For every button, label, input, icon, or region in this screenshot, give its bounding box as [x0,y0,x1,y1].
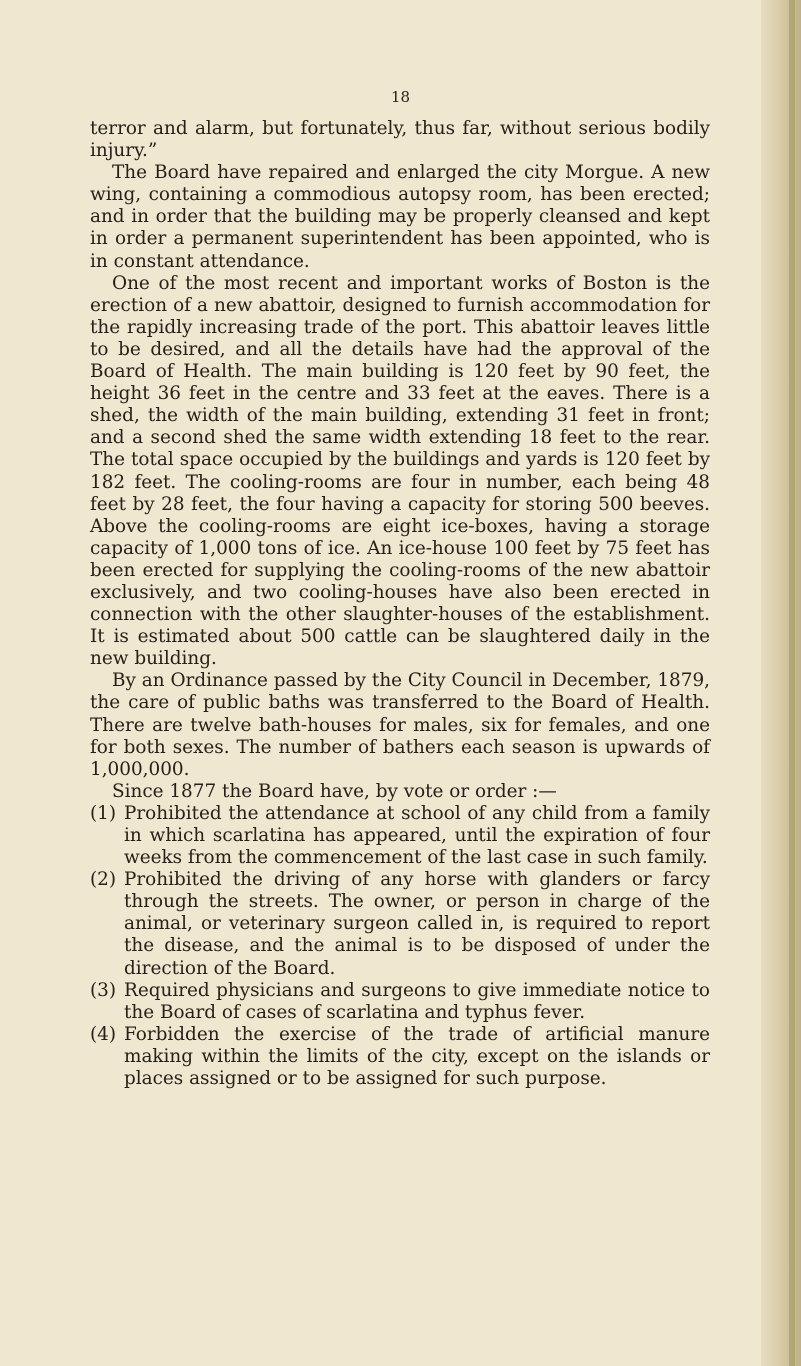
list-item-text: Forbidden the exercise of the trade of artificial manure making within the limits of the city, except on the islands or places assigned or to be assigned for such purpose. [124,1023,710,1090]
list-item [90,869,710,979]
page-edge [761,0,801,1366]
list-item-text: Required physicians and surgeons to give immediate notice to the Board of cases of scarlatina and typhus fever. [124,979,710,1023]
list-item [90,980,710,1024]
list-item-number: (3) [90,979,117,1001]
list-item-text: Prohibited the attendance at school of any child from a family in which scarlatina has appeared, until the expiration of four weeks from the commencement of the last case in such family. [124,802,710,869]
list-item-number: (2) [90,869,117,891]
paragraph-orders-intro: Since 1877 the Board have, by vote or order :— [112,780,557,802]
body-text [90,118,710,1090]
paragraph-baths: By an Ordinance passed by the City Council in December, 1879, the care of public baths was transferred to the Board of Health. There are twelve bath-houses for males, six for females, and one for both sexes. The number of bathers each season is upwards of 1,000,000. [90,670,710,780]
paragraph-continuation: terror and alarm, but fortunately, thus far, without serious bodily injury.” [90,118,710,162]
list-item [90,1024,710,1090]
list-item-text: Prohibited the driving of any horse with glanders or farcy through the streets. The owner, or person in charge of the animal, or veterinary surgeon called in, is required to report the disease, and the animal is to be disposed of under the direction of the Board. [124,869,710,979]
orders-list [90,803,710,1090]
list-item-number: (4) [90,1023,117,1045]
page-edge-stripe [789,0,795,1366]
paragraph-morgue: The Board have repaired and enlarged the city Morgue. A new wing, containing a commodious autopsy room, has been erected; and in order that the building may be properly cleansed and kept in order a permanent superintendent has been appointed, who is in constant attendance. [90,162,710,272]
list-item-number: (1) [90,802,117,824]
paragraph-abattoir: One of the most recent and important works of Boston is the erection of a new abattoir, designed to furnish accommodation for the rapidly increasing trade of the port. This abattoir leaves little to be desired, and all the details have had the approval of the Board of Health. The main building is 120 feet by 90 feet, the height 36 feet in the centre and 33 feet at the eaves. There is a shed, the width of the main building, extending 31 feet in front; and a second shed the same width extending 18 feet to the rear. The total space occupied by the buildings and yards is 120 feet by 182 feet. The cooling-rooms are four in number, each being 48 feet by 28 feet, the four having a capacity for storing 500 beeves. Above the cooling-rooms are eight ice-boxes, having a storage capacity of 1,000 tons of ice. An ice-house 100 feet by 75 feet has been erected for supplying the cooling-rooms of the new abattoir exclusively, and two cooling-houses have also been erected in connection with the other slaughter-houses of the establishment. It is estimated about 500 cattle can be slaughtered daily in the new building. [90,272,710,670]
list-item [90,803,710,869]
page-number: 18 [390,88,411,106]
